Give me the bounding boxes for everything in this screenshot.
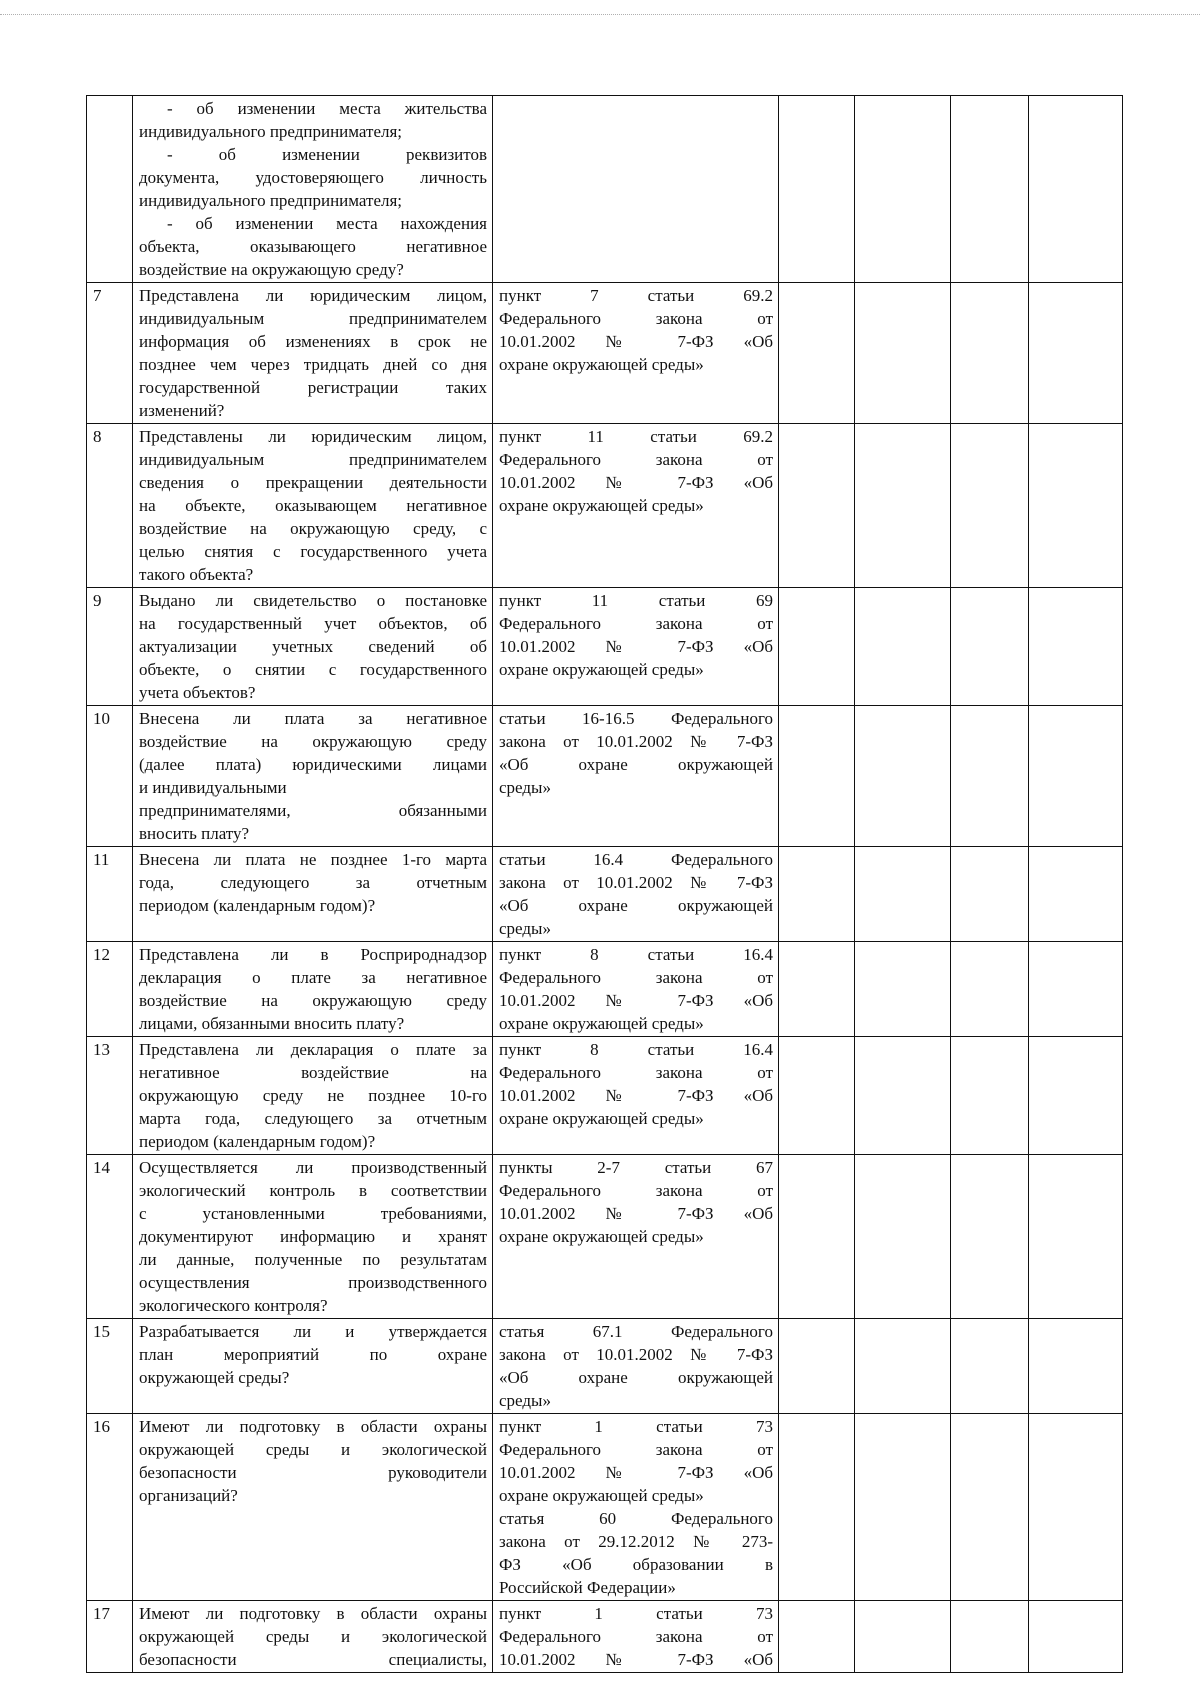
table-row	[87, 283, 1123, 424]
reference-line: закона от 10.01.2002 № 7-ФЗ	[499, 873, 773, 892]
question-line: такого объекта?	[139, 565, 254, 584]
reference-line: 10.01.2002 № 7-ФЗ «Об	[499, 332, 773, 351]
empty-answer-cell	[855, 847, 951, 942]
empty-answer-cell	[951, 424, 1029, 588]
reference-line: статья 67.1 Федерального	[499, 1322, 773, 1341]
reference-line: охране окружающей среды»	[499, 1109, 704, 1128]
reference-line: пункт 8 статьи 16.4	[499, 1040, 773, 1059]
empty-answer-cell	[1029, 424, 1123, 588]
requirement-question	[133, 1037, 493, 1155]
reference-line: Федерального закона от	[499, 1440, 773, 1459]
empty-answer-cell	[779, 1601, 855, 1673]
question-line: документа, удостоверяющего личность	[139, 168, 487, 187]
reference-line: пункт 8 статьи 16.4	[499, 945, 773, 964]
reference-line: «Об охране окружающей	[499, 1368, 773, 1387]
requirement-question	[133, 283, 493, 424]
empty-answer-cell	[855, 1155, 951, 1319]
question-line: организаций?	[139, 1486, 238, 1505]
empty-answer-cell	[779, 1155, 855, 1319]
row-number: 13	[87, 1037, 133, 1155]
empty-answer-cell	[779, 706, 855, 847]
empty-answer-cell	[951, 1037, 1029, 1155]
empty-answer-cell	[951, 1601, 1029, 1673]
empty-answer-cell	[1029, 588, 1123, 706]
row-number: 8	[87, 424, 133, 588]
legal-reference	[493, 706, 779, 847]
table-row	[87, 1319, 1123, 1414]
question-line: учета объектов?	[139, 683, 256, 702]
reference-line: охране окружающей среды»	[499, 355, 704, 374]
question-line: безопасности руководители	[139, 1463, 487, 1482]
reference-line: Федерального закона от	[499, 968, 773, 987]
question-line: - об изменении места жительства	[167, 99, 487, 118]
reference-line: пункты 2-7 статьи 67	[499, 1158, 773, 1177]
requirement-question	[133, 1414, 493, 1601]
question-line: индивидуального предпринимателя;	[139, 191, 403, 210]
question-line: Имеют ли подготовку в области охраны	[139, 1604, 487, 1623]
question-line: Внесена ли плата за негативное	[139, 709, 487, 728]
question-line: воздействие на окружающую среду, с	[139, 519, 487, 538]
empty-answer-cell	[951, 942, 1029, 1037]
question-line: объекте, о снятии с государственного	[139, 660, 487, 679]
table-row	[87, 424, 1123, 588]
row-number: 7	[87, 283, 133, 424]
row-number: 14	[87, 1155, 133, 1319]
question-line: экологического контроля?	[139, 1296, 328, 1315]
table-row	[87, 942, 1123, 1037]
question-line: индивидуальным предпринимателем	[139, 450, 487, 469]
reference-line: Федерального закона от	[499, 1627, 773, 1646]
reference-line: 10.01.2002 № 7-ФЗ «Об	[499, 1086, 773, 1105]
empty-answer-cell	[779, 1037, 855, 1155]
reference-line: ФЗ «Об образовании в	[499, 1555, 773, 1574]
question-line: с установленными требованиями,	[139, 1204, 487, 1223]
requirement-question	[133, 1155, 493, 1319]
question-line: лицами, обязанными вносить плату?	[139, 1014, 405, 1033]
reference-line: закона от 10.01.2002 № 7-ФЗ	[499, 1345, 773, 1364]
question-line: ли данные, полученные по результатам	[139, 1250, 487, 1269]
question-line: марта года, следующего за отчетным	[139, 1109, 487, 1128]
empty-answer-cell	[951, 1155, 1029, 1319]
empty-answer-cell	[779, 96, 855, 283]
reference-line: 10.01.2002 № 7-ФЗ «Об	[499, 1650, 773, 1669]
question-line: Представлена ли юридическим лицом,	[139, 286, 487, 305]
empty-answer-cell	[1029, 283, 1123, 424]
row-number: 16	[87, 1414, 133, 1601]
empty-answer-cell	[779, 283, 855, 424]
scan-top-edge	[0, 14, 1200, 15]
empty-answer-cell	[855, 424, 951, 588]
question-line: воздействие на окружающую среду	[139, 732, 487, 751]
reference-line: Федерального закона от	[499, 309, 773, 328]
empty-answer-cell	[951, 706, 1029, 847]
empty-answer-cell	[779, 588, 855, 706]
row-number: 9	[87, 588, 133, 706]
empty-answer-cell	[951, 588, 1029, 706]
question-line: информация об изменениях в срок не	[139, 332, 487, 351]
question-line: Представлена ли в Росприроднадзор	[139, 945, 487, 964]
row-number	[87, 96, 133, 283]
empty-answer-cell	[779, 942, 855, 1037]
reference-line: Федерального закона от	[499, 1181, 773, 1200]
question-line: (далее плата) юридическими лицами	[139, 755, 487, 774]
requirement-question	[133, 588, 493, 706]
question-line: план мероприятий по охране	[139, 1345, 487, 1364]
reference-line: пункт 11 статьи 69	[499, 591, 773, 610]
reference-line: среды»	[499, 919, 551, 938]
legal-reference	[493, 588, 779, 706]
question-line: - об изменении места нахождения	[167, 214, 487, 233]
question-line: Имеют ли подготовку в области охраны	[139, 1417, 487, 1436]
empty-answer-cell	[1029, 1037, 1123, 1155]
question-line: негативное воздействие на	[139, 1063, 487, 1082]
empty-answer-cell	[1029, 1414, 1123, 1601]
empty-answer-cell	[855, 96, 951, 283]
requirement-question	[133, 1319, 493, 1414]
empty-answer-cell	[855, 942, 951, 1037]
reference-line: закона от 10.01.2002 № 7-ФЗ	[499, 732, 773, 751]
question-line: окружающей среды и экологической	[139, 1627, 487, 1646]
legal-reference	[493, 1414, 779, 1601]
reference-line: 10.01.2002 № 7-ФЗ «Об	[499, 473, 773, 492]
empty-answer-cell	[779, 1319, 855, 1414]
question-line: окружающую среду не позднее 10-го	[139, 1086, 487, 1105]
row-number: 15	[87, 1319, 133, 1414]
table-row	[87, 1601, 1123, 1673]
reference-line: статьи 16.4 Федерального	[499, 850, 773, 869]
question-line: предпринимателями, обязанными	[139, 801, 487, 820]
reference-line: охране окружающей среды»	[499, 1486, 704, 1505]
row-number: 12	[87, 942, 133, 1037]
empty-answer-cell	[1029, 96, 1123, 283]
question-line: государственной регистрации таких	[139, 378, 487, 397]
empty-answer-cell	[951, 96, 1029, 283]
legal-reference	[493, 942, 779, 1037]
question-line: объекта, оказывающего негативное	[139, 237, 487, 256]
reference-line: пункт 1 статьи 73	[499, 1604, 773, 1623]
question-line: Осуществляется ли производственный	[139, 1158, 487, 1177]
requirement-question	[133, 96, 493, 283]
empty-answer-cell	[1029, 942, 1123, 1037]
question-line: окружающей среды?	[139, 1368, 290, 1387]
empty-answer-cell	[779, 1414, 855, 1601]
question-line: безопасности специалисты,	[139, 1650, 487, 1669]
empty-answer-cell	[855, 1037, 951, 1155]
question-line: Разрабатывается ли и утверждается	[139, 1322, 487, 1341]
empty-answer-cell	[855, 283, 951, 424]
reference-line: статьи 16-16.5 Федерального	[499, 709, 773, 728]
question-line: сведения о прекращении деятельности	[139, 473, 487, 492]
legal-reference	[493, 1037, 779, 1155]
reference-line: охране окружающей среды»	[499, 1227, 704, 1246]
reference-line: Федерального закона от	[499, 1063, 773, 1082]
empty-answer-cell	[1029, 1319, 1123, 1414]
requirement-question	[133, 424, 493, 588]
question-line: актуализации учетных сведений об	[139, 637, 487, 656]
empty-answer-cell	[951, 1414, 1029, 1601]
row-number: 10	[87, 706, 133, 847]
reference-line: 10.01.2002 № 7-ФЗ «Об	[499, 1204, 773, 1223]
requirement-question	[133, 1601, 493, 1673]
checklist-table	[86, 95, 1123, 1673]
question-line: целью снятия с государственного учета	[139, 542, 487, 561]
question-line: вносить плату?	[139, 824, 250, 843]
requirement-question	[133, 942, 493, 1037]
question-line: Внесена ли плата не позднее 1-го марта	[139, 850, 487, 869]
reference-line: закона от 29.12.2012 № 273-	[499, 1532, 773, 1551]
empty-answer-cell	[855, 1414, 951, 1601]
reference-line: Российской Федерации»	[499, 1578, 676, 1597]
question-line: экологический контроль в соответствии	[139, 1181, 487, 1200]
reference-line: «Об охране окружающей	[499, 755, 773, 774]
reference-line: охране окружающей среды»	[499, 496, 704, 515]
question-line: позднее чем через тридцать дней со дня	[139, 355, 487, 374]
table-row	[87, 847, 1123, 942]
reference-line: охране окружающей среды»	[499, 660, 704, 679]
empty-answer-cell	[855, 588, 951, 706]
question-line: Представлены ли юридическим лицом,	[139, 427, 487, 446]
reference-line: статья 60 Федерального	[499, 1509, 773, 1528]
reference-line: Федерального закона от	[499, 614, 773, 633]
reference-line: пункт 11 статьи 69.2	[499, 427, 773, 446]
question-line: индивидуальным предпринимателем	[139, 309, 487, 328]
empty-answer-cell	[1029, 1155, 1123, 1319]
legal-reference	[493, 1155, 779, 1319]
checklist-body	[87, 96, 1123, 1673]
empty-answer-cell	[951, 847, 1029, 942]
table-row	[87, 1155, 1123, 1319]
requirement-question	[133, 847, 493, 942]
question-line: декларация о плате за негативное	[139, 968, 487, 987]
legal-reference	[493, 424, 779, 588]
reference-line: пункт 7 статьи 69.2	[499, 286, 773, 305]
reference-line: 10.01.2002 № 7-ФЗ «Об	[499, 1463, 773, 1482]
question-line: Представлена ли декларация о плате за	[139, 1040, 487, 1059]
reference-line: 10.01.2002 № 7-ФЗ «Об	[499, 991, 773, 1010]
legal-reference	[493, 1601, 779, 1673]
empty-answer-cell	[855, 1319, 951, 1414]
question-line: на государственный учет объектов, об	[139, 614, 487, 633]
reference-line: среды»	[499, 1391, 551, 1410]
requirement-question	[133, 706, 493, 847]
table-row	[87, 1037, 1123, 1155]
empty-answer-cell	[779, 424, 855, 588]
legal-reference	[493, 847, 779, 942]
question-line: периодом (календарным годом)?	[139, 1132, 376, 1151]
reference-line: охране окружающей среды»	[499, 1014, 704, 1033]
empty-answer-cell	[951, 1319, 1029, 1414]
question-line: года, следующего за отчетным	[139, 873, 487, 892]
empty-answer-cell	[1029, 847, 1123, 942]
table-row	[87, 588, 1123, 706]
table-row	[87, 96, 1123, 283]
question-line: на объекте, оказывающем негативное	[139, 496, 487, 515]
question-line: документируют информацию и хранят	[139, 1227, 487, 1246]
reference-line: «Об охране окружающей	[499, 896, 773, 915]
question-line: окружающей среды и экологической	[139, 1440, 487, 1459]
row-number: 11	[87, 847, 133, 942]
question-line: осуществления производственного	[139, 1273, 487, 1292]
empty-answer-cell	[951, 283, 1029, 424]
question-line: - об изменении реквизитов	[167, 145, 487, 164]
legal-reference	[493, 283, 779, 424]
question-line: Выдано ли свидетельство о постановке	[139, 591, 487, 610]
reference-line: пункт 1 статьи 73	[499, 1417, 773, 1436]
row-number: 17	[87, 1601, 133, 1673]
reference-line: среды»	[499, 778, 551, 797]
question-line: индивидуального предпринимателя;	[139, 122, 403, 141]
table-row	[87, 1414, 1123, 1601]
legal-reference	[493, 96, 779, 283]
empty-answer-cell	[855, 706, 951, 847]
question-line: периодом (календарным годом)?	[139, 896, 376, 915]
question-line: воздействие на окружающую среду?	[139, 260, 404, 279]
reference-line: Федерального закона от	[499, 450, 773, 469]
empty-answer-cell	[779, 847, 855, 942]
question-line: воздействие на окружающую среду	[139, 991, 487, 1010]
legal-reference	[493, 1319, 779, 1414]
table-row	[87, 706, 1123, 847]
question-line: и индивидуальными	[139, 778, 287, 797]
reference-line: 10.01.2002 № 7-ФЗ «Об	[499, 637, 773, 656]
empty-answer-cell	[1029, 1601, 1123, 1673]
empty-answer-cell	[855, 1601, 951, 1673]
question-line: изменений?	[139, 401, 225, 420]
empty-answer-cell	[1029, 706, 1123, 847]
